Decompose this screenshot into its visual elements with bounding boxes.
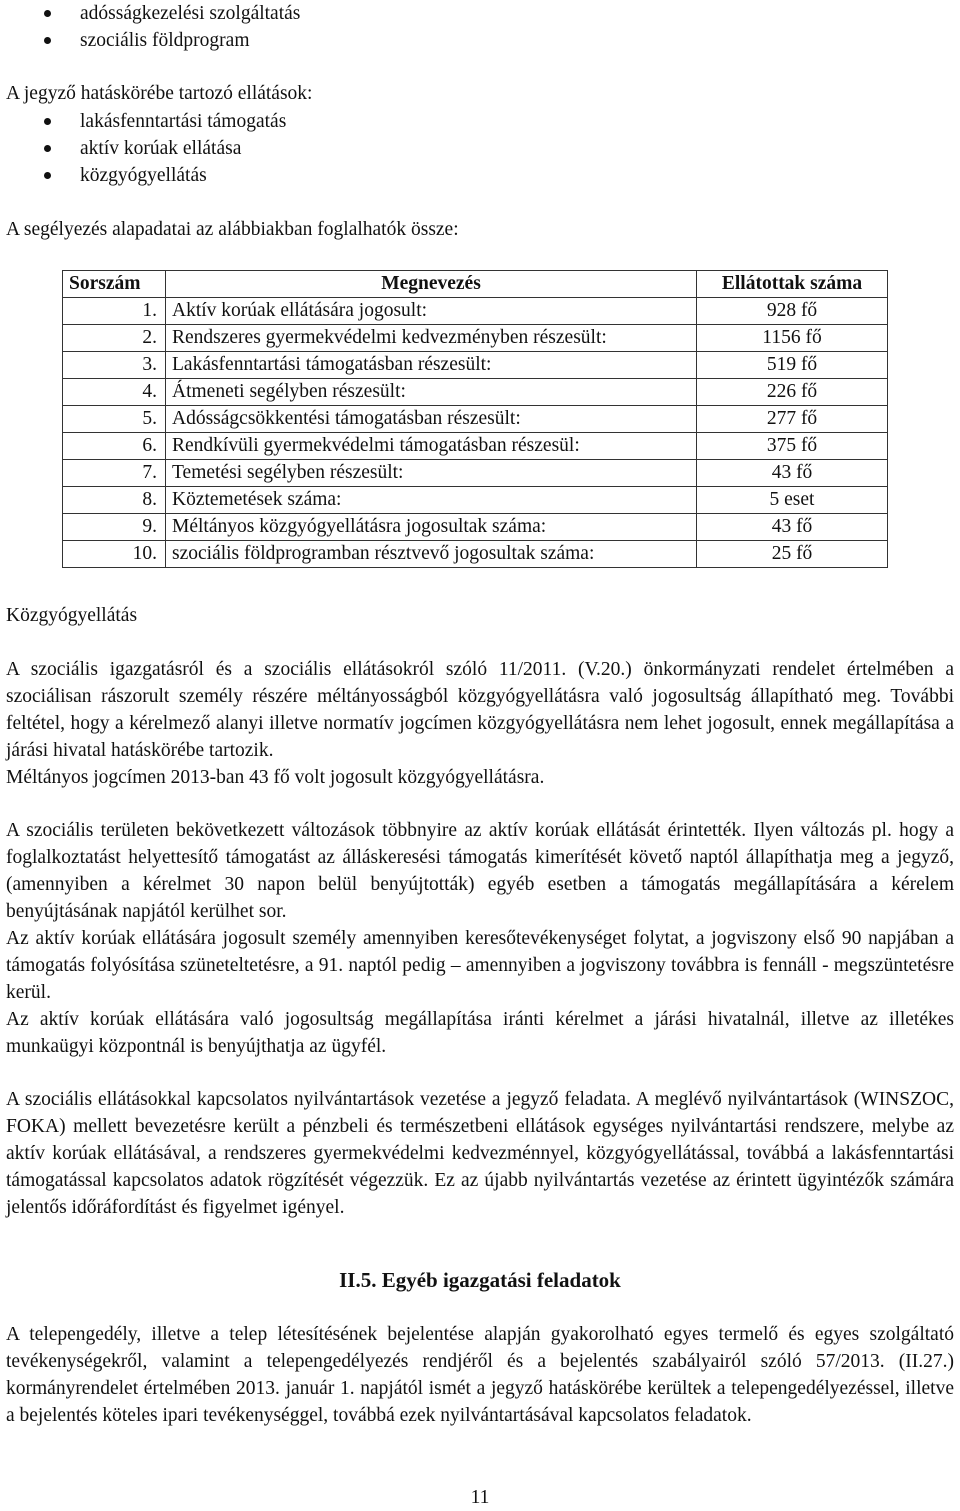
row-label: Méltányos közgyógyellátásra jogosultak száma:	[166, 514, 697, 541]
row-number: 9.	[63, 514, 166, 541]
paragraph: A telepengedély, illetve a telep létesítésének bejelentése alapján gyakorolható egyes termelő és egyes szolgáltató tevékenységekről, valamint a telepengedélyezés rendjéről és a bejelentés szabályairól szóló 57/2013. (II.27.) kormányrendelet értelmében 2013. január 1. napjától ismét a jegyző hatáskörébe kerültek a telepengedélyezéssel, illetve a bejelentés köteles ipari tevékenységgel, továbbá ezek nyilvántartásával kapcsolatos feladatok.	[6, 1324, 954, 1426]
header-sorszam: Sorszám	[63, 271, 166, 298]
list-item: adósságkezelési szolgáltatás	[6, 0, 300, 27]
paragraph: A szociális területen bekövetkezett változások többnyire az aktív korúak ellátását érintették. Ilyen változás pl. hogy a foglalkoztatást helyettesítő támogatást az álláskeresési támogatás kimerítését követő naptól állapíthatja meg a jegyző, (amennyiben a kérelmet 30 napon belül benyújtották) egyéb esetben a támogatás megállapítására a kérelem benyújtásának napjától kerülhet sor.	[6, 820, 954, 922]
row-label: Átmeneti segélyben részesült:	[166, 379, 697, 406]
row-label: Temetési segélyben részesült:	[166, 460, 697, 487]
last-text	[6, 1321, 954, 1429]
table-row	[63, 298, 888, 325]
row-number: 2.	[63, 325, 166, 352]
row-label: Köztemetések száma:	[166, 487, 697, 514]
table-intro: A segélyezés alapadatai az alábbiakban foglalhatók össze:	[6, 219, 459, 240]
row-label: Rendkívüli gyermekvédelmi támogatásban részesül:	[166, 433, 697, 460]
row-count: 43 fő	[697, 460, 888, 487]
table-row	[63, 433, 888, 460]
paragraph: Méltányos jogcímen 2013-ban 43 fő volt jogosult közgyógyellátásra.	[6, 767, 545, 788]
list-item: közgyógyellátás	[6, 162, 286, 189]
row-count: 928 fő	[697, 298, 888, 325]
main-text	[6, 656, 954, 1221]
row-label: Adósságcsökkentési támogatásban részesült:	[166, 406, 697, 433]
table-row	[63, 514, 888, 541]
row-label: Lakásfenntartási támogatásban részesült:	[166, 352, 697, 379]
table-row	[63, 541, 888, 568]
paragraph: A szociális ellátásokkal kapcsolatos nyilvántartások vezetése a jegyző feladata. A meglévő nyilvántartások (WINSZOC, FOKA) mellett bevezetésre került a pénzbeli és természetbeni ellátások egységes nyilvántartási rendszere, melybe az aktív korúak ellátásával, a rendszeres gyermekvédelmi kedvezménnyel, közgyógyellátással, továbbá a lakásfenntartási támogatással kapcsolatos adatok rögzítését végezzük. Ez az újabb nyilvántartás vezetése az érintett ügyintézők számára jelentős időráfordítást és figyelmet igényel.	[6, 1089, 954, 1218]
row-label: Aktív korúak ellátására jogosult:	[166, 298, 697, 325]
row-count: 25 fő	[697, 541, 888, 568]
row-label: Rendszeres gyermekvédelmi kedvezményben részesült:	[166, 325, 697, 352]
paragraph: Az aktív korúak ellátására való jogosultság megállapítása iránti kérelmet a járási hivatalnál, illetve az illetékes munkaügyi központnál is benyújthatja az ügyfél.	[6, 1009, 954, 1057]
list-item: aktív korúak ellátása	[6, 135, 286, 162]
table-body	[63, 298, 888, 568]
row-label: szociális földprogramban résztvevő jogosultak száma:	[166, 541, 697, 568]
kozgyogy-title: Közgyógyellátás	[6, 605, 138, 626]
table-row	[63, 379, 888, 406]
row-number: 1.	[63, 298, 166, 325]
list-item: lakásfenntartási támogatás	[6, 108, 286, 135]
row-number: 6.	[63, 433, 166, 460]
jegyzo-bullet-list	[6, 108, 286, 189]
jegyzo-intro: A jegyző hatáskörébe tartozó ellátások:	[6, 83, 313, 104]
header-megnevezes: Megnevezés	[166, 271, 697, 298]
paragraph: A szociális igazgatásról és a szociális ellátásokról szóló 11/2011. (V.20.) önkormányzati rendelet értelmében a szociálisan rászorult személy részére méltányosságból közgyógyellátásra való jogosultság állapítható meg. További feltétel, hogy a kérelmező alanyi illetve normatív jogcímen közgyógyellátásra nem lehet jogosult, ennek megállapítása a járási hivatal hatáskörébe tartozik.	[6, 659, 954, 761]
row-count: 1156 fő	[697, 325, 888, 352]
table-header-row	[63, 271, 888, 298]
row-count: 277 fő	[697, 406, 888, 433]
top-bullet-list	[6, 0, 300, 54]
row-number: 3.	[63, 352, 166, 379]
row-number: 10.	[63, 541, 166, 568]
table-row	[63, 460, 888, 487]
table-row	[63, 325, 888, 352]
section-heading: II.5. Egyéb igazgatási feladatok	[339, 1268, 621, 1292]
row-count: 519 fő	[697, 352, 888, 379]
list-item: szociális földprogram	[6, 27, 300, 54]
row-number: 4.	[63, 379, 166, 406]
page-number: 11	[470, 1487, 490, 1508]
row-count: 226 fő	[697, 379, 888, 406]
header-ellatottak: Ellátottak száma	[697, 271, 888, 298]
paragraph: Az aktív korúak ellátására jogosult személy amennyiben keresőtevékenységet folytat, a jogviszony első 90 napjában a támogatás folyósítása szüneteltetésre, a 91. naptól pedig – amennyiben a jogviszony továbbra is fennáll - megszüntetésre kerül.	[6, 928, 954, 1003]
row-count: 43 fő	[697, 514, 888, 541]
table-row	[63, 487, 888, 514]
row-count: 375 fő	[697, 433, 888, 460]
row-count: 5 eset	[697, 487, 888, 514]
row-number: 7.	[63, 460, 166, 487]
table-row	[63, 352, 888, 379]
row-number: 8.	[63, 487, 166, 514]
row-number: 5.	[63, 406, 166, 433]
benefits-table	[62, 270, 888, 568]
table-row	[63, 406, 888, 433]
